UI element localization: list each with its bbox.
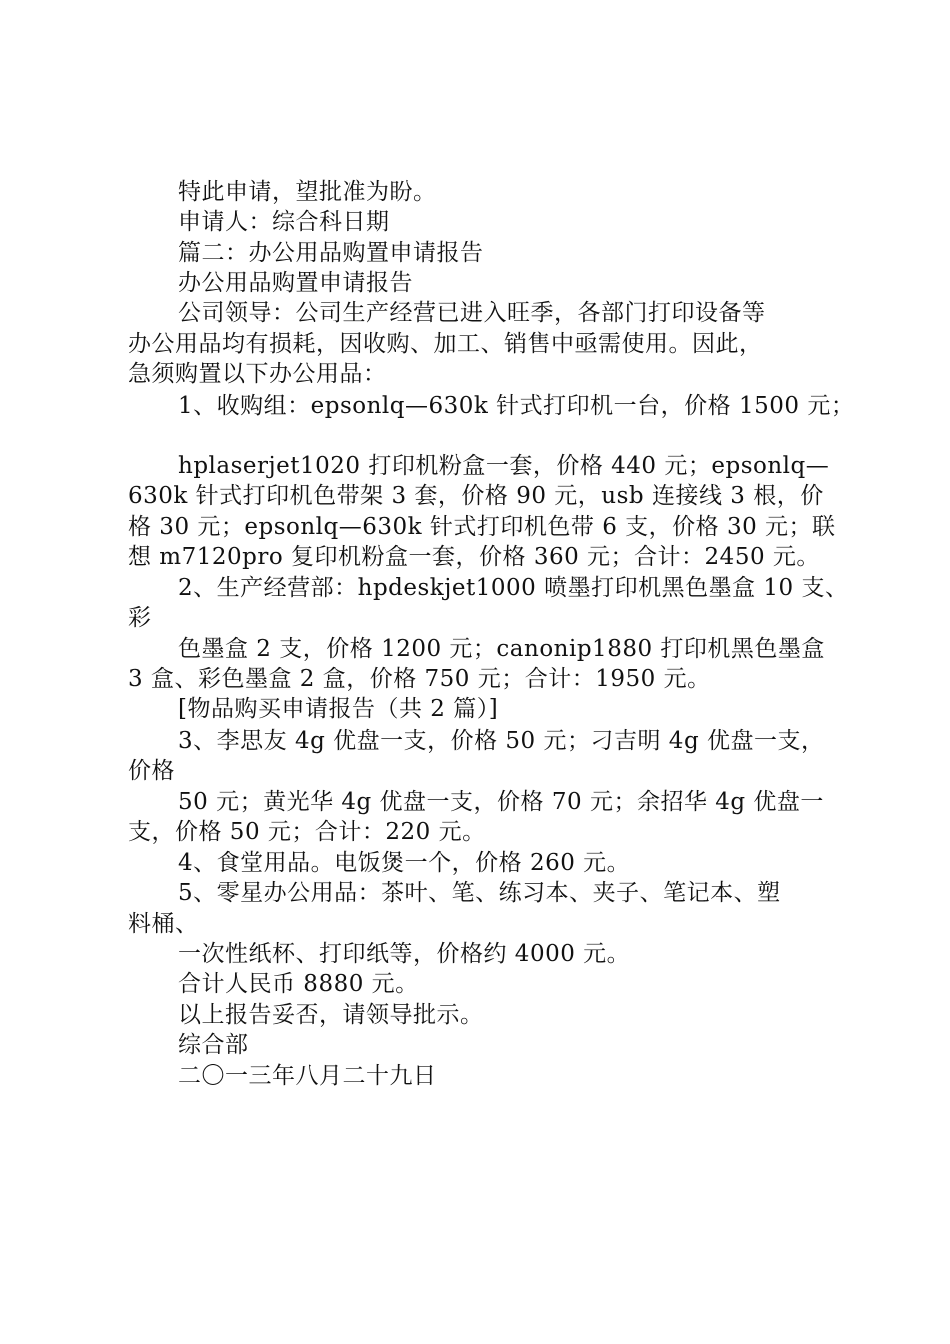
signature-department: 综合部	[178, 1032, 249, 1058]
text-line: 料桶、	[128, 911, 199, 937]
report-title: 办公用品购置申请报告	[178, 270, 413, 296]
list-item: 3、李思友 4g 优盘一支，价格 50 元；刁吉明 4g 优盘一支，	[178, 728, 825, 754]
text-line: 彩	[128, 605, 152, 631]
text-line: 价格	[128, 758, 175, 784]
text-line: 支，价格 50 元；合计：220 元。	[128, 819, 486, 845]
text-line: 想 m7120pro 复印机粉盒一套，价格 360 元；合计：2450 元。	[128, 544, 820, 570]
text-line: 630k 针式打印机色带架 3 套，价格 90 元，usb 连接线 3 根，价	[128, 483, 824, 509]
text-line: 色墨盒 2 支，价格 1200 元；canonip1880 打印机黑色墨盒	[178, 636, 825, 662]
list-item: 2、生产经营部：hpdeskjet1000 喷墨打印机黑色墨盒 10 支、	[178, 575, 849, 601]
text-line: 办公用品均有损耗，因收购、加工、销售中亟需使用。因此，	[128, 331, 763, 357]
list-item: 1、收购组：epsonlq—630k 针式打印机一台，价格 1500 元；	[178, 393, 855, 419]
signature-date: 二〇一三年八月二十九日	[178, 1063, 437, 1089]
text-line: 一次性纸杯、打印纸等，价格约 4000 元。	[178, 941, 631, 967]
text-line: 以上报告妥否，请领导批示。	[178, 1002, 484, 1028]
text-line: 急须购置以下办公用品：	[128, 361, 387, 387]
text-line: 50 元；黄光华 4g 优盘一支，价格 70 元；余招华 4g 优盘一	[178, 789, 824, 815]
text-line: 公司领导：公司生产经营已进入旺季，各部门打印设备等	[178, 300, 766, 326]
list-item: 4、食堂用品。电饭煲一个，价格 260 元。	[178, 850, 631, 876]
section-heading: 篇二：办公用品购置申请报告	[178, 240, 484, 266]
text-line: 3 盒、彩色墨盒 2 盒，价格 750 元；合计：1950 元。	[128, 666, 711, 692]
text-line: 格 30 元；epsonlq—630k 针式打印机色带 6 支，价格 30 元；联	[128, 514, 836, 540]
text-line: 合计人民币 8880 元。	[178, 971, 419, 997]
text-line: [物品购买申请报告（共 2 篇）]	[178, 696, 499, 722]
text-line: 申请人：综合科日期	[178, 209, 390, 235]
text-line: 特此申请，望批准为盼。	[178, 179, 437, 205]
text-line: hplaserjet1020 打印机粉盒一套，价格 440 元；epsonlq—	[178, 453, 830, 479]
list-item: 5、零星办公用品：茶叶、笔、练习本、夹子、笔记本、塑	[178, 880, 781, 906]
